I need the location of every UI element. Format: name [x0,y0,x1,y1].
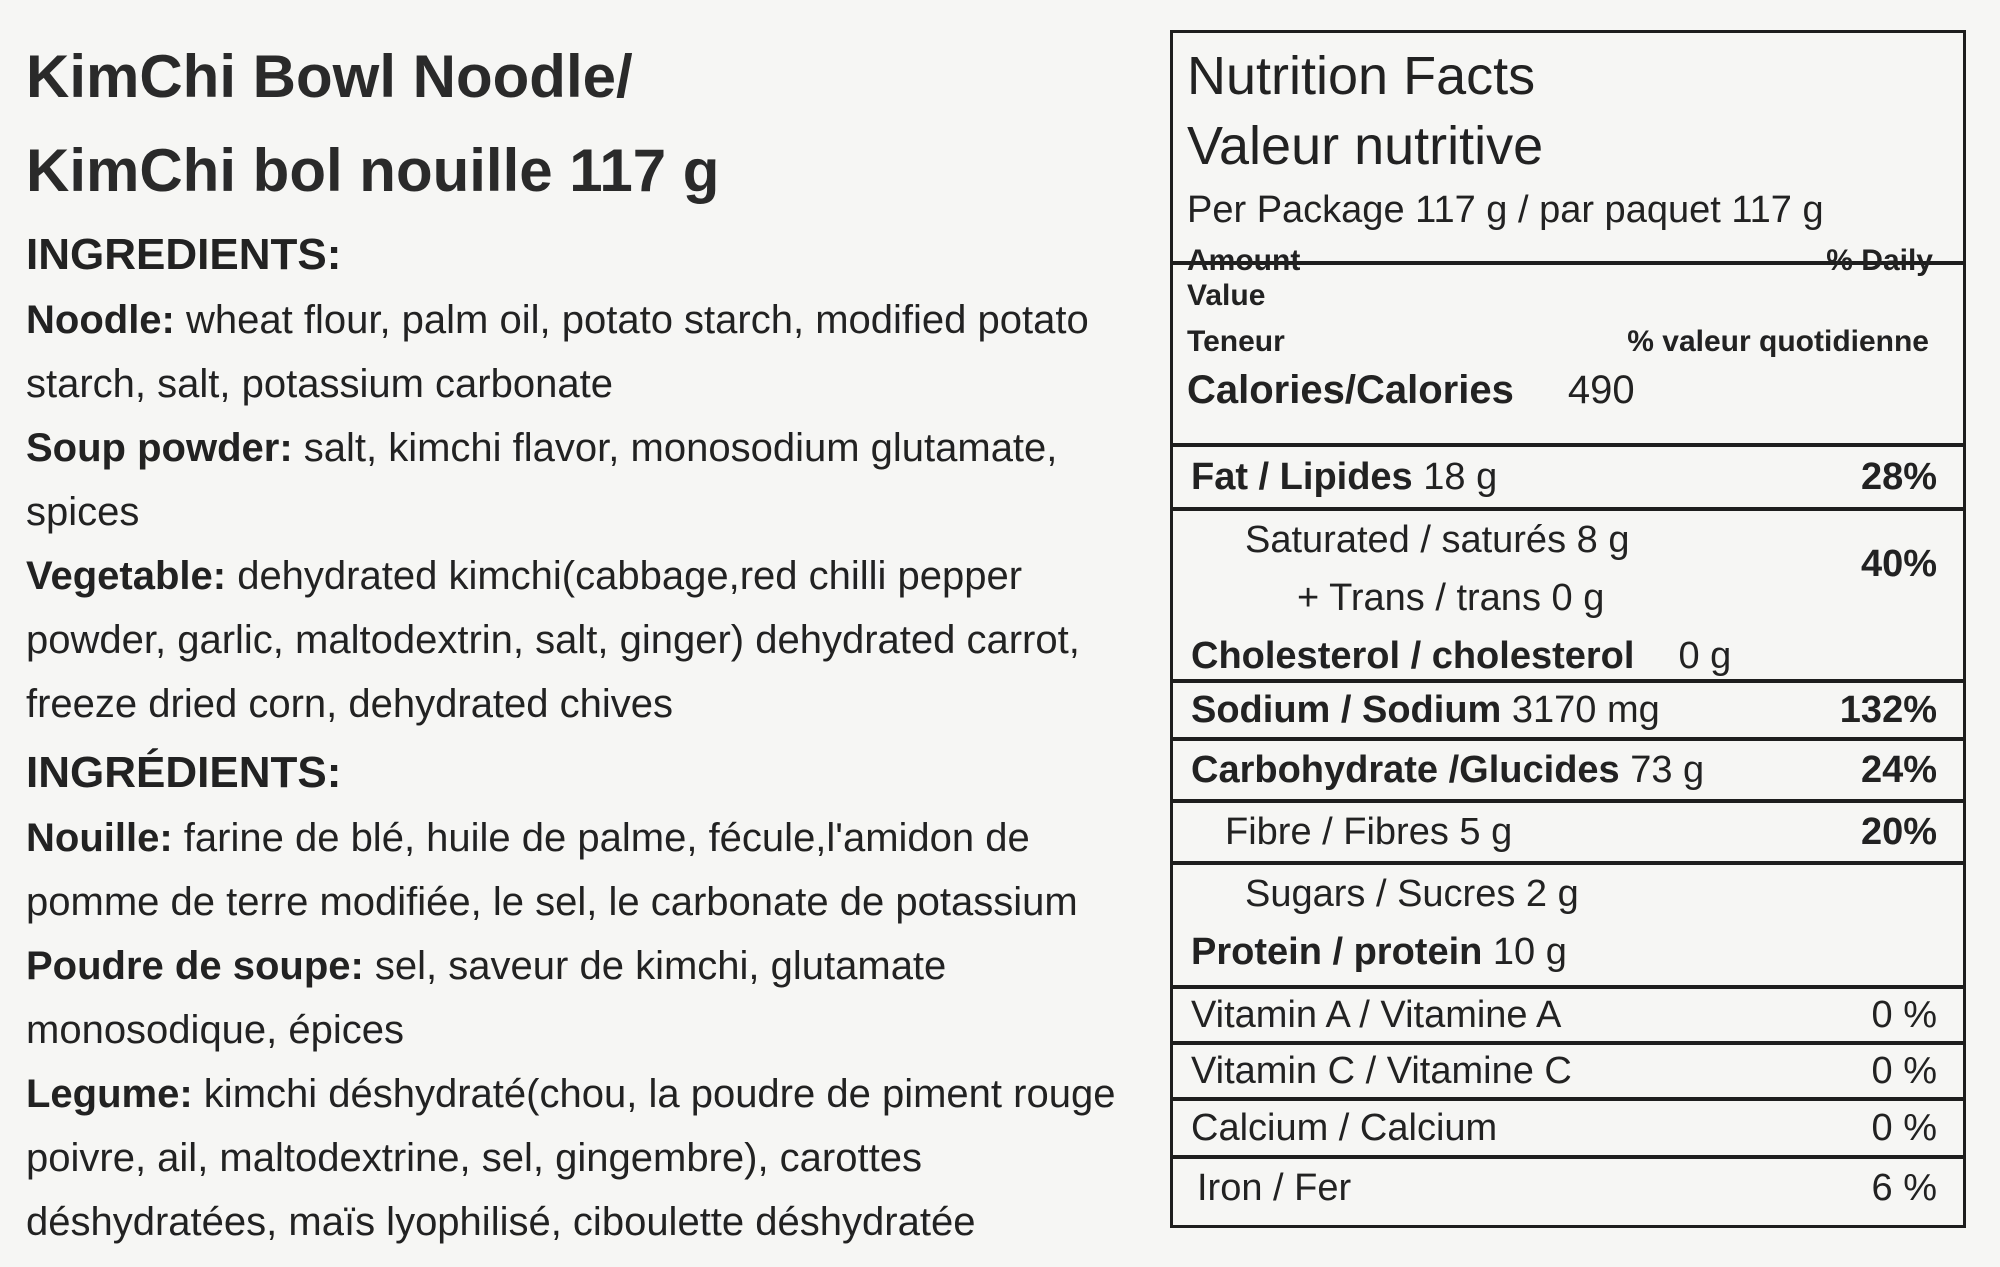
calcium-row [1173,1101,1963,1159]
daily-percent: 132% [1839,688,1937,731]
ingredient-text: pomme de terre modifiée, le sel, le carbonate de potassium [26,880,1078,924]
nutrient-label: Sodium / Sodium [1191,688,1502,731]
carbohydrate-row [1173,741,1963,803]
nutrient-label: Calcium / Calcium [1191,1106,1498,1149]
ingredient-soup-en [26,416,1156,544]
ingredient-text: wheat flour, palm oil, potato starch, modified potato [174,298,1089,342]
ingredients-panel [26,30,1156,1254]
ingredient-text: powder, garlic, maltodextrin, salt, ginger) dehydrated carrot, [26,618,1080,662]
daily-percent: 0 % [1871,1106,1937,1149]
ingredient-text: poivre, ail, maltodextrine, sel, gingembre), carottes [26,1136,922,1180]
cholesterol-row [1173,627,1963,685]
protein-row [1173,923,1963,981]
nutrient-amount: 73 g [1619,748,1705,791]
sugars-protein-block [1173,865,1963,989]
daily-label-en: % Daily [1826,244,1933,277]
daily-percent: 24% [1860,748,1937,791]
ingredient-text: kimchi déshydraté(chou, la poudre de piment rouge [192,1072,1116,1116]
daily-percent: 6 % [1871,1166,1937,1209]
ingredient-label: Vegetable: [26,554,227,598]
ingredient-text: starch, salt, potassium carbonate [26,362,613,406]
serving-size: Per Package 117 g / par paquet 117 g [1187,189,1824,231]
nutrient-label: Fibre / Fibres 5 g [1225,810,1513,853]
ingredient-label: Poudre de soupe: [26,944,364,988]
nutrient-label: Vitamin A / Vitamine A [1191,993,1562,1036]
calories-block [1173,265,1963,447]
ingredients-heading-fr: INGRÉDIENTS: [26,748,342,797]
calories-label: Calories/Calories [1187,368,1514,412]
ingredient-soup-fr [26,934,1156,1062]
fat-sub-block [1173,511,1963,683]
trans-row [1173,569,1963,627]
ingredient-label: Noodle: [26,298,175,342]
fat-row [1173,447,1963,511]
nutrient-amount: 10 g [1482,930,1567,973]
nutrient-label: Protein / protein [1191,930,1483,973]
nutrient-label: Iron / Fer [1197,1166,1352,1209]
ingredient-text: déshydratées, maïs lyophilisé, ciboulette déshydratée [26,1200,976,1244]
ingredient-label: Legume: [26,1072,193,1116]
nutrient-label: Cholesterol / cholesterol [1191,634,1635,677]
calories-value: 490 [1567,368,1635,412]
nutrition-header [1173,33,1963,277]
nutrient-label: Saturated / saturés 8 g [1245,518,1630,561]
ingredient-text: freeze dried corn, dehydrated chives [26,682,674,726]
nutrient-label: Sugars / Sucres 2 g [1245,872,1579,915]
ingredient-noodle-en [26,288,1156,416]
nutrition-title-fr: Valeur nutritive [1187,116,1544,176]
saturated-row [1173,511,1963,569]
ingredient-text: salt, kimchi flavor, monosodium glutamate, [292,426,1058,470]
product-title-fr: KimChi bol nouille 117 g [26,137,720,204]
nutrient-label: Carbohydrate /Glucides [1191,748,1620,791]
sodium-row [1173,683,1963,741]
amount-label: Amount [1187,244,1301,277]
nutrient-label: Fat / Lipides [1191,455,1413,498]
ingredient-text: sel, saveur de kimchi, glutamate [363,944,947,988]
vitamin-a-row [1173,989,1963,1045]
teneur-row [1187,319,1949,365]
ingredient-vegetable-en [26,544,1156,736]
ingredient-noodle-fr [26,806,1156,934]
daily-label-fr: % valeur quotidienne [1627,325,1929,358]
vitamin-c-row [1173,1045,1963,1101]
value-label: Value [1187,279,1266,312]
ingredient-text: dehydrated kimchi(cabbage,red chilli pepper [226,554,1023,598]
ingredient-label: Soup powder: [26,426,293,470]
daily-percent: 0 % [1871,1049,1937,1092]
nutrient-label: + Trans / trans 0 g [1297,576,1605,619]
daily-percent: 28% [1860,455,1937,498]
ingredient-text: farine de blé, huile de palme, fécule,l'amidon de [172,816,1030,860]
daily-percent: 0 % [1871,993,1937,1036]
nutrient-amount: 18 g [1412,455,1498,498]
sugars-row [1173,865,1963,923]
ingredient-vegetable-fr [26,1062,1156,1254]
nutrition-title-en: Nutrition Facts [1187,46,1536,106]
calories-row [1187,365,1949,415]
iron-row [1173,1159,1963,1217]
product-title-en: KimChi Bowl Noodle/ [26,43,633,110]
ingredient-text: monosodique, épices [26,1008,405,1052]
fibre-row [1173,803,1963,865]
teneur-label: Teneur [1187,325,1285,358]
ingredient-label: Nouille: [26,816,173,860]
daily-percent: 40% [1860,543,1937,585]
nutrition-facts-table [1170,30,1966,1228]
nutrient-label: Vitamin C / Vitamine C [1191,1049,1572,1092]
nutrient-amount: 0 g [1678,634,1732,677]
ingredient-text: spices [26,490,140,534]
nutrient-amount: 3170 mg [1501,688,1660,731]
daily-percent: 20% [1860,810,1937,853]
ingredients-heading-en: INGREDIENTS: [26,230,342,279]
